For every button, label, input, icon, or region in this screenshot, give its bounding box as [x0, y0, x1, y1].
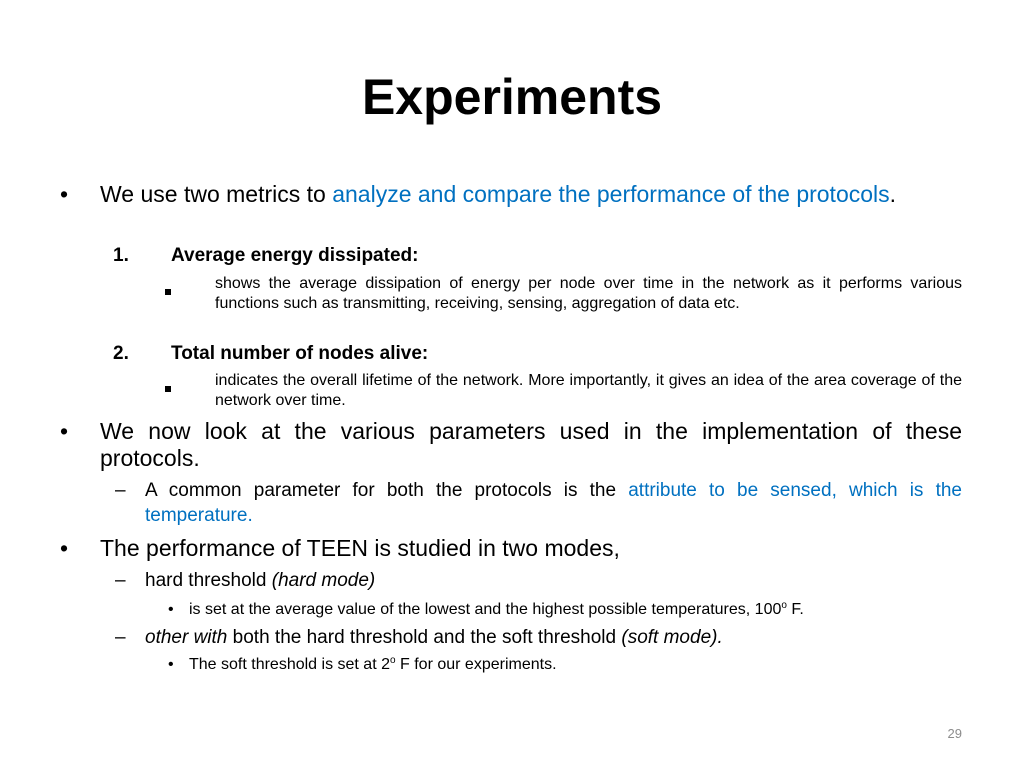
metric-description: shows the average dissipation of energy per node over time in the network as it performs various functions such as transmitting, receiving, sensing, aggregation of data etc.: [215, 275, 962, 312]
metric-label: Total number of nodes alive:: [171, 343, 429, 364]
sub-bullet-text-plain: hard threshold: [145, 570, 272, 591]
bullet-text: The performance of TEEN is studied in two modes,: [100, 535, 620, 561]
bullet-marker: •: [60, 418, 69, 444]
sub-bullet-text: [145, 568, 962, 593]
sub-bullet-text-plain: both the hard threshold and the soft threshold: [227, 627, 622, 648]
sub-bullet-text: [145, 478, 962, 528]
sub-sub-bullet-text: [189, 600, 962, 620]
small-bullet-marker: •: [168, 601, 174, 618]
bullet-text: We now look at the various parameters used in the implementation of these protocols.: [100, 418, 962, 471]
bullet-text-highlight: analyze and compare the performance of the protocols: [332, 181, 890, 207]
sub-bullet-text-italic-end: (soft mode).: [621, 627, 723, 648]
sub-sub-bullet-text-end: F for our experiments.: [395, 656, 557, 673]
degree-symbol: o: [781, 600, 787, 611]
bullet-marker: •: [60, 535, 69, 561]
sub-bullet-text-highlight: attribute to be sensed, which is the temperature.: [145, 480, 962, 526]
number-marker: 2.: [113, 343, 129, 364]
sub-sub-bullet-text-plain: is set at the average value of the lowest and the highest possible temperatures, 100: [189, 601, 782, 618]
slide-title: Experiments: [361, 69, 663, 125]
dash-marker: –: [115, 627, 126, 648]
small-bullet-marker: •: [168, 656, 174, 673]
square-bullet-icon: [165, 386, 171, 392]
square-bullet-marker: [165, 281, 171, 301]
square-bullet-icon: [165, 289, 171, 295]
sub-bullet-text-italic: other with: [145, 627, 228, 648]
square-bullet-marker: [165, 378, 171, 398]
sub-sub-bullet-text-end: F.: [786, 601, 804, 618]
number-marker: 1.: [113, 245, 129, 266]
dash-marker: –: [115, 480, 126, 501]
sub-bullet-text-plain: A common parameter for both the protocols is the: [145, 480, 629, 501]
bullet-text-plain: We use two metrics to: [100, 181, 333, 207]
metric-description: indicates the overall lifetime of the network. More importantly, it gives an idea of the area coverage of the network over time.: [215, 372, 962, 409]
bullet-text: [100, 181, 962, 208]
dash-marker: –: [115, 570, 126, 591]
sub-sub-bullet-text-plain: The soft threshold is set at 2: [189, 656, 390, 673]
bullet-marker: •: [60, 181, 69, 207]
slide-number: 29: [947, 726, 962, 741]
metric-label: Average energy dissipated:: [171, 245, 419, 266]
bullet-text-end: .: [889, 181, 897, 207]
sub-bullet-text-italic: (hard mode): [271, 570, 376, 591]
sub-bullet-text: [145, 625, 962, 650]
sub-sub-bullet-text: [189, 655, 962, 675]
degree-symbol: o: [390, 655, 396, 666]
